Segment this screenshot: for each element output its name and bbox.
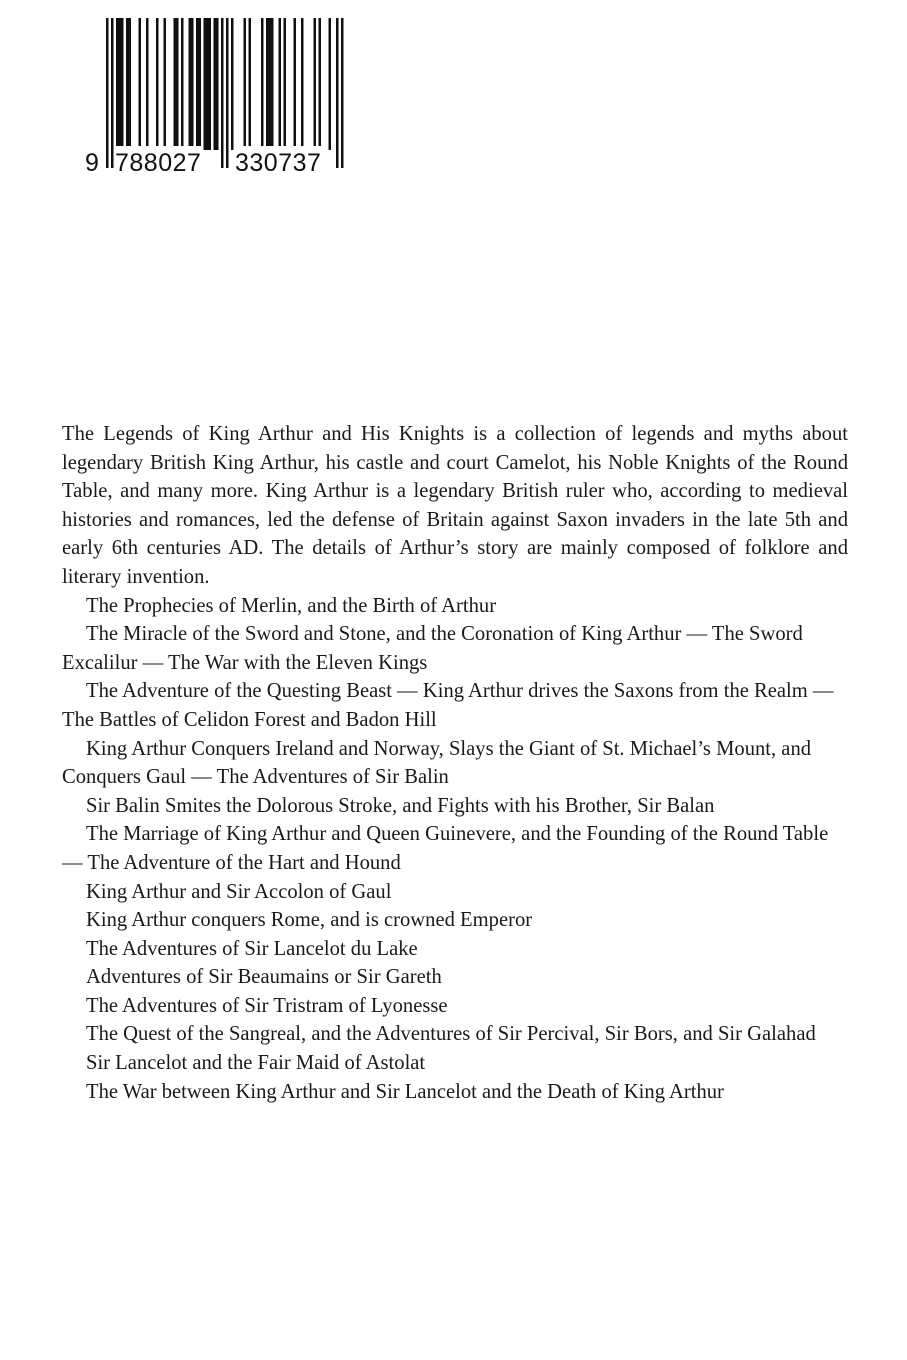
barcode-bar	[329, 18, 332, 150]
barcode-bar	[174, 18, 177, 150]
barcode-bar	[191, 18, 194, 150]
barcode-bar	[271, 18, 274, 150]
barcode-bar	[126, 18, 129, 150]
barcode-first-digit: 9	[84, 146, 100, 180]
chapter-item: King Arthur Conquers Ireland and Norway, Slays the Giant of St. Michael’s Mount, and Conquers Gaul — The Adventures of Sir Balin	[62, 737, 812, 789]
barcode-bar	[261, 18, 264, 150]
barcode-bar	[249, 18, 252, 150]
barcode-bar	[266, 18, 269, 150]
barcode-bar	[139, 18, 142, 150]
chapter-item: Sir Lancelot and the Fair Maid of Astolat	[86, 1052, 426, 1075]
barcode-bar	[209, 18, 212, 150]
barcode-bar	[199, 18, 202, 150]
barcode-bar	[146, 18, 149, 150]
barcode-bar	[214, 18, 217, 150]
book-description	[62, 420, 848, 1106]
chapter-item: Adventures of Sir Beaumains or Sir Gareth	[86, 966, 442, 989]
barcode-bar	[279, 18, 282, 150]
barcode-bar	[206, 18, 209, 150]
barcode-bar	[189, 18, 192, 150]
barcode-bar	[294, 18, 297, 150]
barcode-bar	[129, 18, 132, 150]
barcode-bar	[216, 18, 219, 150]
description-intro: The Legends of King Arthur and His Knights is a collection of legends and myths about legendary British King Arthur, his castle and court Camelot, his Noble Knights of the Round Table, and many more. King Arthur is a legendary British ruler who, according to medieval histories and romances, led the defense of Britain against Saxon invaders in the late 5th and early 6th centuries AD. The details of Arthur’s story are mainly composed of folklore and literary invention.	[62, 423, 848, 588]
barcode-left-group: 788027	[114, 146, 202, 180]
barcode-bar	[319, 18, 322, 150]
chapter-item: The Adventures of Sir Tristram of Lyonesse	[86, 994, 448, 1017]
chapter-item: The Quest of the Sangreal, and the Adventures of Sir Percival, Sir Bors, and Sir Galahad	[86, 1023, 816, 1046]
barcode-digits	[84, 146, 354, 180]
barcode-bar	[204, 18, 207, 150]
barcode-bar	[231, 18, 234, 150]
chapter-item: Sir Balin Smites the Dolorous Stroke, and Fights with his Brother, Sir Balan	[86, 794, 715, 817]
barcode-bar	[156, 18, 159, 150]
barcode-bar	[176, 18, 179, 150]
barcode-bar	[284, 18, 287, 150]
barcode-bar	[164, 18, 167, 150]
barcode-bar	[314, 18, 317, 150]
barcode-bar	[244, 18, 247, 150]
barcode-bar	[196, 18, 199, 150]
chapter-item: King Arthur and Sir Accolon of Gaul	[86, 880, 392, 903]
barcode-bar	[119, 18, 122, 150]
chapter-item: King Arthur conquers Rome, and is crowned Emperor	[86, 909, 533, 932]
chapter-item: The Marriage of King Arthur and Queen Guinevere, and the Founding of the Round Table — The Adventure of the Hart and Hound	[62, 823, 829, 874]
barcode-bar	[301, 18, 304, 150]
chapter-list	[62, 592, 848, 1107]
barcode-bar	[269, 18, 272, 150]
chapter-item: The Adventures of Sir Lancelot du Lake	[86, 937, 418, 960]
chapter-item: The Adventure of the Questing Beast — King Arthur drives the Saxons from the Realm — The Battles of Celidon Forest and Badon Hill	[62, 680, 834, 731]
chapter-item: The War between King Arthur and Sir Lancelot and the Death of King Arthur	[86, 1080, 724, 1103]
barcode-bar	[116, 18, 119, 150]
barcode-bar	[121, 18, 124, 150]
barcode-bar	[181, 18, 184, 150]
chapter-item: The Miracle of the Sword and Stone, and the Coronation of King Arthur — The Sword Excalilur — The War with the Eleven Kings	[62, 623, 803, 674]
chapter-item: The Prophecies of Merlin, and the Birth of Arthur	[86, 594, 497, 617]
barcode-right-group: 330737	[234, 146, 322, 180]
